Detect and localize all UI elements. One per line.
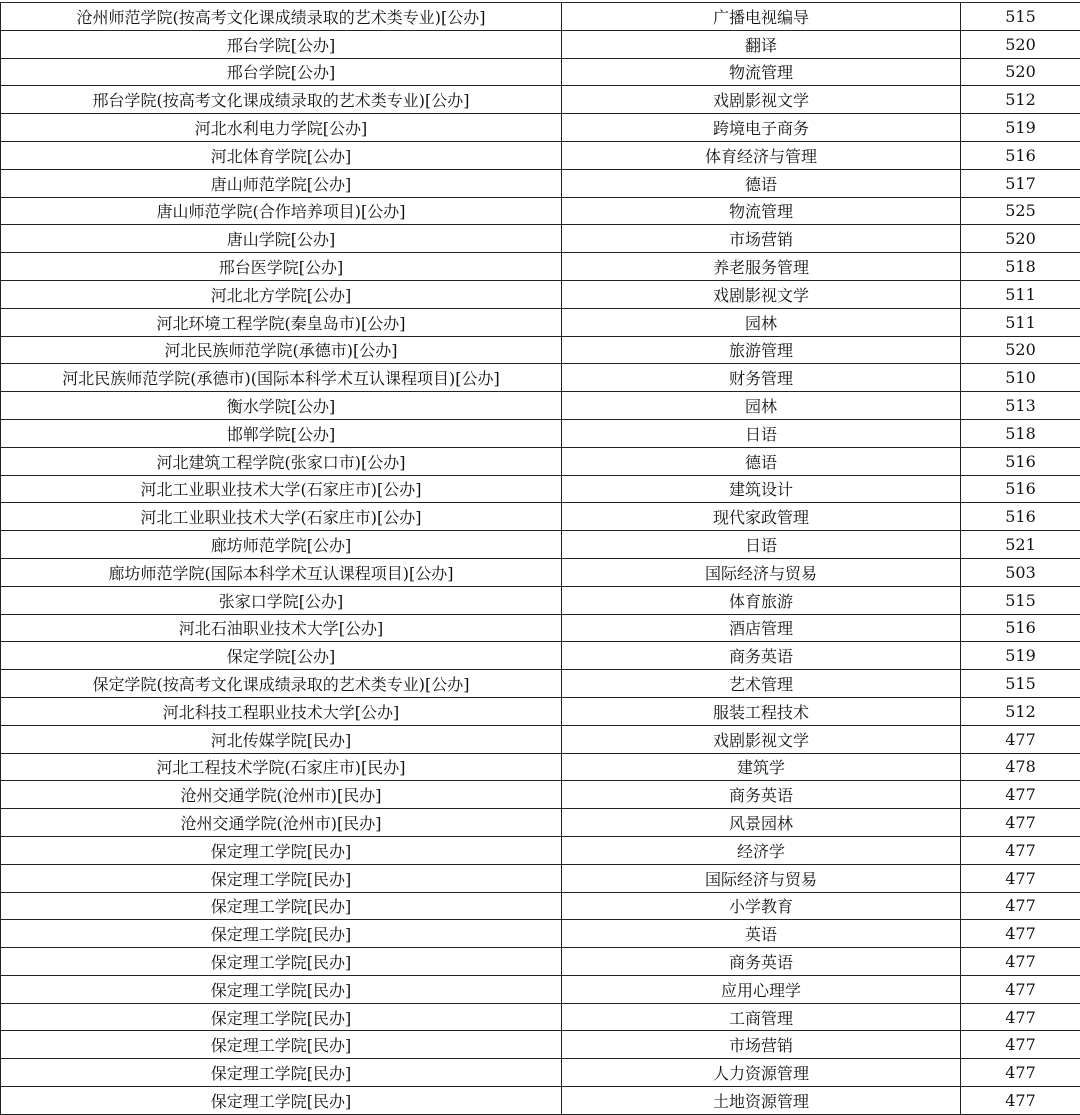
- school-cell: 沧州师范学院(按高考文化课成绩录取的艺术类专业)[公办]: [1, 3, 562, 31]
- school-cell: 河北石油职业技术大学[公办]: [1, 614, 562, 642]
- school-cell: 沧州交通学院(沧州市)[民办]: [1, 809, 562, 837]
- table-row: [1, 1087, 1080, 1115]
- table-row: [1, 725, 1080, 753]
- school-cell: 沧州交通学院(沧州市)[民办]: [1, 781, 562, 809]
- school-cell: 保定学院[公办]: [1, 642, 562, 670]
- table-row: [1, 670, 1080, 698]
- score-cell: 477: [961, 781, 1080, 809]
- major-cell: 商务英语: [562, 948, 961, 976]
- table-row: [1, 253, 1080, 281]
- major-cell: 戏剧影视文学: [562, 725, 961, 753]
- major-cell: 物流管理: [562, 58, 961, 86]
- school-cell: 邢台学院[公办]: [1, 58, 562, 86]
- school-cell: 河北传媒学院[民办]: [1, 725, 562, 753]
- table-row: [1, 864, 1080, 892]
- table-row: [1, 1031, 1080, 1059]
- school-cell: 保定理工学院[民办]: [1, 1059, 562, 1087]
- score-cell: 515: [961, 586, 1080, 614]
- major-cell: 英语: [562, 920, 961, 948]
- table-row: [1, 392, 1080, 420]
- score-cell: 477: [961, 1003, 1080, 1031]
- table-row: [1, 141, 1080, 169]
- table-row: [1, 114, 1080, 142]
- school-cell: 河北北方学院[公办]: [1, 280, 562, 308]
- major-cell: 体育经济与管理: [562, 141, 961, 169]
- table-row: [1, 1059, 1080, 1087]
- major-cell: 养老服务管理: [562, 253, 961, 281]
- table-row: [1, 836, 1080, 864]
- score-cell: 477: [961, 975, 1080, 1003]
- table-row: [1, 475, 1080, 503]
- school-cell: 河北建筑工程学院(张家口市)[公办]: [1, 447, 562, 475]
- school-cell: 河北民族师范学院(承德市)[公办]: [1, 336, 562, 364]
- table-row: [1, 503, 1080, 531]
- table-row: [1, 975, 1080, 1003]
- school-cell: 保定理工学院[民办]: [1, 948, 562, 976]
- major-cell: 戏剧影视文学: [562, 280, 961, 308]
- table-row: [1, 948, 1080, 976]
- school-cell: 河北工业职业技术大学(石家庄市)[公办]: [1, 503, 562, 531]
- score-cell: 512: [961, 697, 1080, 725]
- major-cell: 日语: [562, 419, 961, 447]
- school-cell: 河北科技工程职业技术大学[公办]: [1, 697, 562, 725]
- school-cell: 保定理工学院[民办]: [1, 1031, 562, 1059]
- score-cell: 516: [961, 141, 1080, 169]
- major-cell: 国际经济与贸易: [562, 558, 961, 586]
- major-cell: 应用心理学: [562, 975, 961, 1003]
- school-cell: 邢台医学院[公办]: [1, 253, 562, 281]
- score-cell: 520: [961, 30, 1080, 58]
- score-cell: 477: [961, 920, 1080, 948]
- score-cell: 520: [961, 336, 1080, 364]
- score-cell: 511: [961, 280, 1080, 308]
- school-cell: 保定理工学院[民办]: [1, 836, 562, 864]
- score-cell: 512: [961, 86, 1080, 114]
- score-cell: 478: [961, 753, 1080, 781]
- score-cell: 477: [961, 1087, 1080, 1115]
- table-row: [1, 197, 1080, 225]
- major-cell: 人力资源管理: [562, 1059, 961, 1087]
- major-cell: 酒店管理: [562, 614, 961, 642]
- table-row: [1, 86, 1080, 114]
- score-cell: 516: [961, 614, 1080, 642]
- major-cell: 德语: [562, 447, 961, 475]
- major-cell: 风景园林: [562, 809, 961, 837]
- score-cell: 511: [961, 308, 1080, 336]
- table-row: [1, 3, 1080, 31]
- major-cell: 建筑设计: [562, 475, 961, 503]
- table-row: [1, 697, 1080, 725]
- school-cell: 保定理工学院[民办]: [1, 1087, 562, 1115]
- table-row: [1, 586, 1080, 614]
- table-row: [1, 308, 1080, 336]
- score-cell: 503: [961, 558, 1080, 586]
- school-cell: 河北体育学院[公办]: [1, 141, 562, 169]
- major-cell: 艺术管理: [562, 670, 961, 698]
- major-cell: 体育旅游: [562, 586, 961, 614]
- school-cell: 保定理工学院[民办]: [1, 1003, 562, 1031]
- score-cell: 510: [961, 364, 1080, 392]
- major-cell: 广播电视编导: [562, 3, 961, 31]
- school-cell: 保定理工学院[民办]: [1, 920, 562, 948]
- major-cell: 建筑学: [562, 753, 961, 781]
- table-row: [1, 169, 1080, 197]
- major-cell: 国际经济与贸易: [562, 864, 961, 892]
- major-cell: 市场营销: [562, 1031, 961, 1059]
- score-cell: 477: [961, 809, 1080, 837]
- major-cell: 经济学: [562, 836, 961, 864]
- major-cell: 物流管理: [562, 197, 961, 225]
- score-cell: 515: [961, 3, 1080, 31]
- score-cell: 516: [961, 503, 1080, 531]
- table-row: [1, 447, 1080, 475]
- score-cell: 477: [961, 864, 1080, 892]
- table-row: [1, 753, 1080, 781]
- score-cell: 477: [961, 948, 1080, 976]
- school-cell: 河北环境工程学院(秦皇岛市)[公办]: [1, 308, 562, 336]
- score-cell: 525: [961, 197, 1080, 225]
- major-cell: 商务英语: [562, 642, 961, 670]
- score-cell: 518: [961, 419, 1080, 447]
- major-cell: 土地资源管理: [562, 1087, 961, 1115]
- table-row: [1, 892, 1080, 920]
- school-cell: 唐山师范学院(合作培养项目)[公办]: [1, 197, 562, 225]
- table-row: [1, 336, 1080, 364]
- table-row: [1, 419, 1080, 447]
- table-row: [1, 642, 1080, 670]
- major-cell: 工商管理: [562, 1003, 961, 1031]
- score-cell: 516: [961, 447, 1080, 475]
- school-cell: 河北民族师范学院(承德市)(国际本科学术互认课程项目)[公办]: [1, 364, 562, 392]
- score-cell: 521: [961, 531, 1080, 559]
- score-cell: 515: [961, 670, 1080, 698]
- admissions-table: [0, 2, 1080, 1115]
- score-cell: 520: [961, 225, 1080, 253]
- school-cell: 廊坊师范学院(国际本科学术互认课程项目)[公办]: [1, 558, 562, 586]
- major-cell: 现代家政管理: [562, 503, 961, 531]
- school-cell: 河北水利电力学院[公办]: [1, 114, 562, 142]
- score-cell: 518: [961, 253, 1080, 281]
- major-cell: 日语: [562, 531, 961, 559]
- major-cell: 跨境电子商务: [562, 114, 961, 142]
- major-cell: 德语: [562, 169, 961, 197]
- major-cell: 翻译: [562, 30, 961, 58]
- table-row: [1, 531, 1080, 559]
- score-cell: 519: [961, 642, 1080, 670]
- school-cell: 保定理工学院[民办]: [1, 892, 562, 920]
- school-cell: 廊坊师范学院[公办]: [1, 531, 562, 559]
- major-cell: 旅游管理: [562, 336, 961, 364]
- score-cell: 477: [961, 1031, 1080, 1059]
- major-cell: 园林: [562, 392, 961, 420]
- major-cell: 市场营销: [562, 225, 961, 253]
- score-cell: 519: [961, 114, 1080, 142]
- table-row: [1, 781, 1080, 809]
- school-cell: 邢台学院(按高考文化课成绩录取的艺术类专业)[公办]: [1, 86, 562, 114]
- school-cell: 衡水学院[公办]: [1, 392, 562, 420]
- score-cell: 517: [961, 169, 1080, 197]
- major-cell: 园林: [562, 308, 961, 336]
- major-cell: 财务管理: [562, 364, 961, 392]
- major-cell: 小学教育: [562, 892, 961, 920]
- school-cell: 邢台学院[公办]: [1, 30, 562, 58]
- table-row: [1, 58, 1080, 86]
- school-cell: 保定理工学院[民办]: [1, 975, 562, 1003]
- school-cell: 保定理工学院[民办]: [1, 864, 562, 892]
- score-cell: 513: [961, 392, 1080, 420]
- major-cell: 商务英语: [562, 781, 961, 809]
- school-cell: 张家口学院[公办]: [1, 586, 562, 614]
- school-cell: 河北工业职业技术大学(石家庄市)[公办]: [1, 475, 562, 503]
- table-body: [1, 3, 1080, 1115]
- score-cell: 520: [961, 58, 1080, 86]
- score-cell: 477: [961, 836, 1080, 864]
- table-row: [1, 1003, 1080, 1031]
- score-cell: 516: [961, 475, 1080, 503]
- school-cell: 唐山师范学院[公办]: [1, 169, 562, 197]
- score-cell: 477: [961, 892, 1080, 920]
- school-cell: 河北工程技术学院(石家庄市)[民办]: [1, 753, 562, 781]
- score-cell: 477: [961, 725, 1080, 753]
- major-cell: 戏剧影视文学: [562, 86, 961, 114]
- table-row: [1, 809, 1080, 837]
- table-row: [1, 614, 1080, 642]
- score-cell: 477: [961, 1059, 1080, 1087]
- table-row: [1, 30, 1080, 58]
- school-cell: 邯郸学院[公办]: [1, 419, 562, 447]
- table-row: [1, 364, 1080, 392]
- table-row: [1, 225, 1080, 253]
- table-row: [1, 558, 1080, 586]
- major-cell: 服装工程技术: [562, 697, 961, 725]
- school-cell: 唐山学院[公办]: [1, 225, 562, 253]
- table-row: [1, 920, 1080, 948]
- school-cell: 保定学院(按高考文化课成绩录取的艺术类专业)[公办]: [1, 670, 562, 698]
- table-row: [1, 280, 1080, 308]
